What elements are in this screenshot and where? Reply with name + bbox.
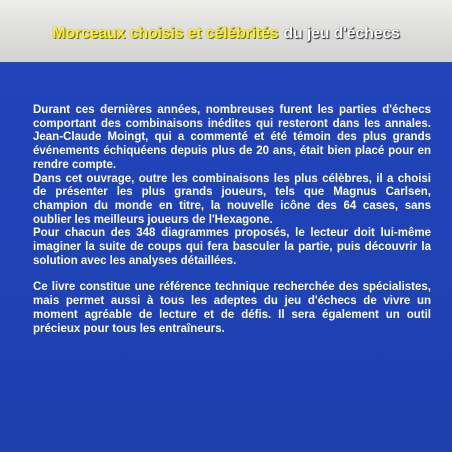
blurb (33, 104, 431, 336)
blurb-paragraph-4: Ce livre constitue une référence technique recherchée des spécialistes, mais permet aussi à tous les adeptes du jeu d'échecs de vivre un moment agréable de lecture et de défis. Il sera également un outil précieux pour tous les entraîneurs. (33, 281, 431, 335)
blurb-paragraph-1: Durant ces dernières années, nombreuses furent les parties d'échecs comportant des combinaisons inédites qui resteront dans les annales. Jean-Claude Moingt, qui a commenté et été témoin des plus grands événements échiquéens depuis plus de 20 ans, était bien placé pour en rendre compte. (33, 104, 431, 171)
title-rest-text: du jeu d'échecs (283, 25, 400, 42)
cover-title (0, 22, 452, 46)
blurb-paragraph-3: Pour chacun des 348 diagrammes proposés, le lecteur doit lui-même imaginer la suite de coups qui fera basculer la partie, puis découvrir la solution avec les analyses détaillées. (33, 227, 431, 267)
blurb-paragraph-2: Dans cet ouvrage, outre les combinaisons les plus célèbres, il a choisi de présenter les plus grands joueurs, tels que Magnus Carlsen, champion du monde en titre, la nouvelle icône des 64 cases, sans oublier les meilleurs joueurs de l'Hexagone. (33, 172, 431, 226)
title-accent-text: Morceaux choisis et célébrités (52, 25, 279, 42)
